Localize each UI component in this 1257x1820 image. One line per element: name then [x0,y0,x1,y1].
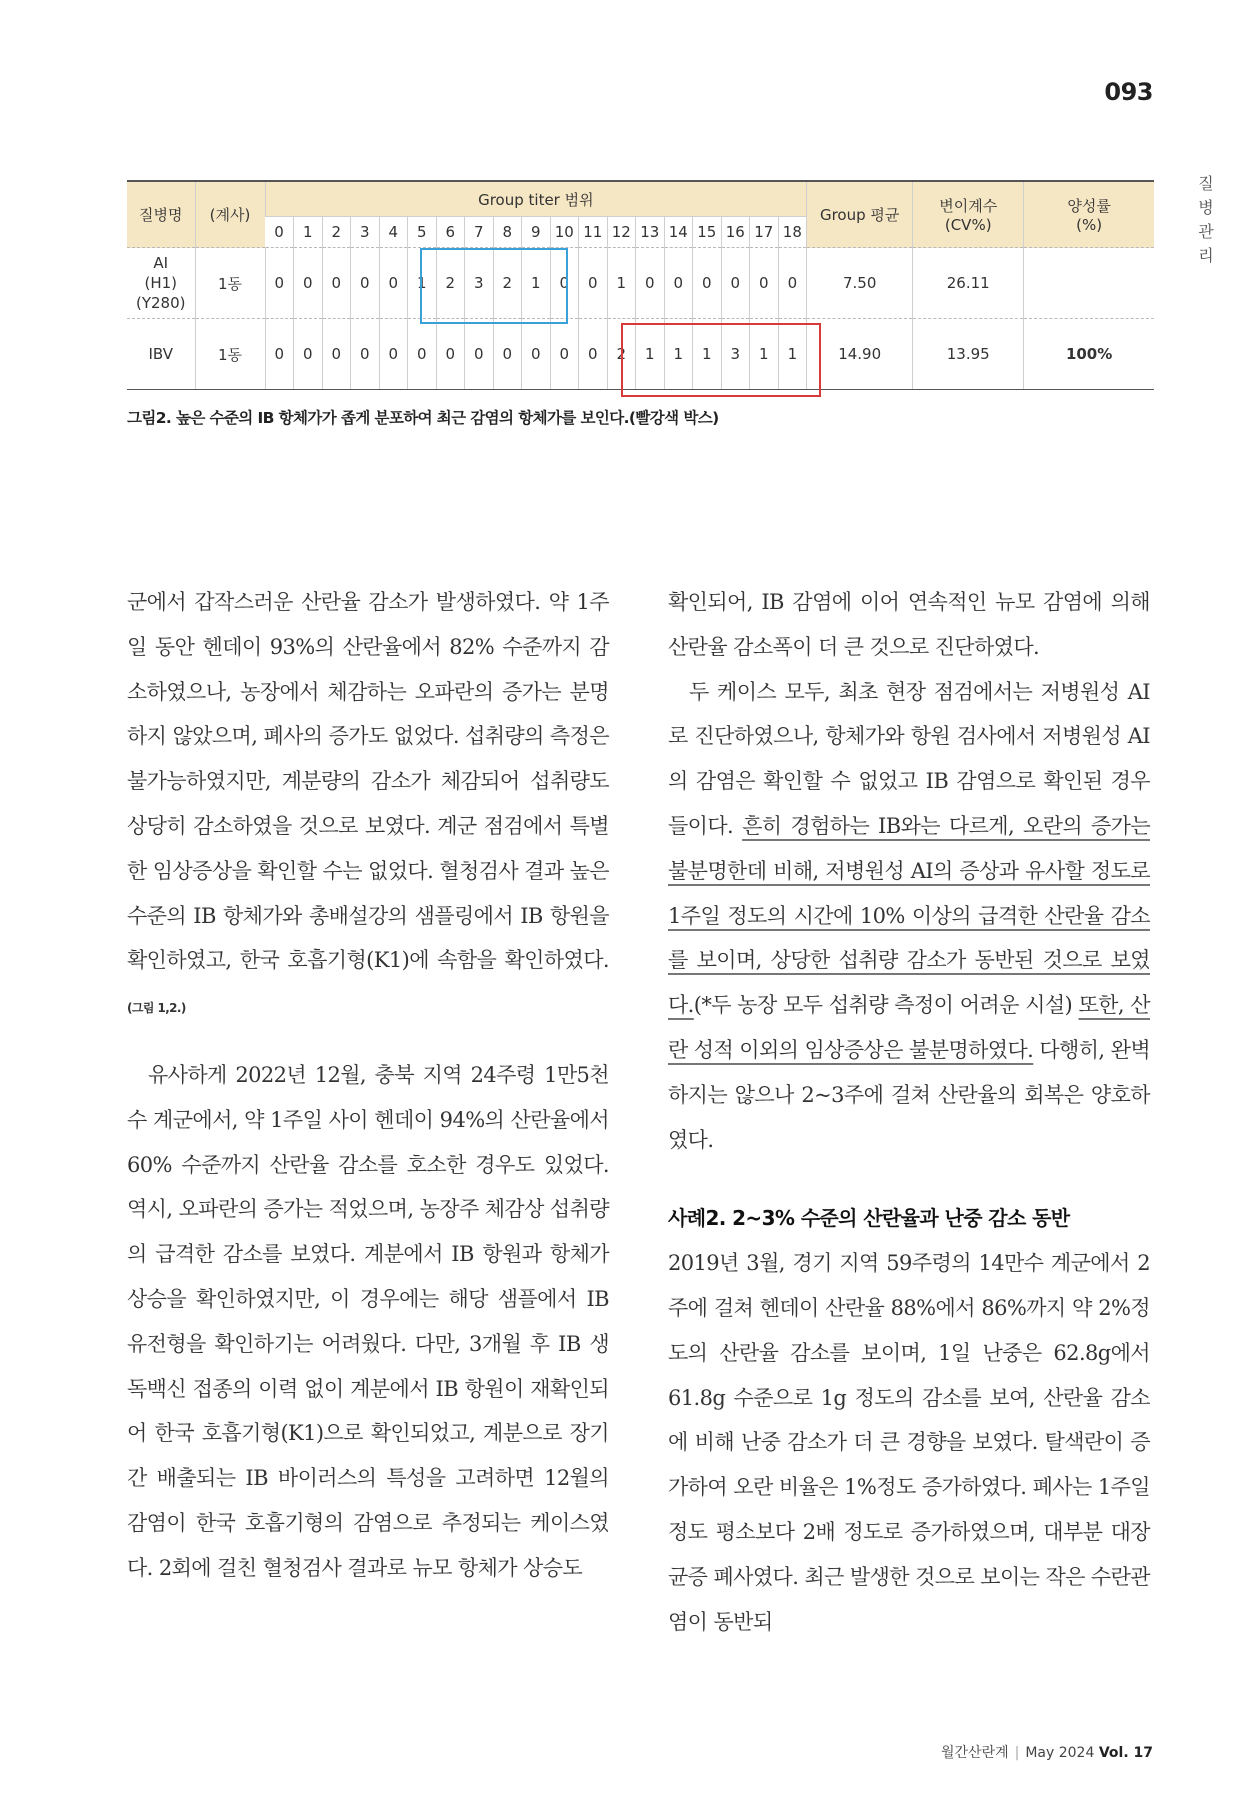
titer-column-header: 4 [379,217,408,248]
disease-name-line: (H1) [144,274,178,292]
titer-count-cell: 1 [778,319,807,390]
header-disease: 질병명 [127,181,195,248]
titer-count-cell: 3 [465,248,494,319]
header-group-mean: Group 평균 [807,181,913,248]
titer-count-cell: 0 [322,248,351,319]
header-cv-line1: 변이계수 [939,197,998,215]
disease-cell [127,248,195,319]
disease-cell [127,319,195,390]
titer-count-cell: 1 [522,248,551,319]
titer-count-cell: 0 [379,319,408,390]
blue-highlight-box [420,248,568,324]
section-gap [668,1162,1150,1196]
titer-column-header: 3 [351,217,380,248]
red-highlight-box [621,323,821,397]
titer-count-cell: 0 [265,248,294,319]
titer-count-cell: 0 [579,319,608,390]
farms-cell: 1동 [195,319,265,390]
titer-count-cell: 1 [750,319,779,390]
right-paragraph-2a: 두 케이스 모두, 최초 현장 점검에서는 저병원성 AI로 진단하였으나, 항체가와 항원 검사에서 저병원성 AI의 감염은 확인할 수 없었고 IB 감염으로 확인된 경우들이다. [668,679,1150,838]
titer-column-header: 12 [607,217,636,248]
disease-name-line: AI [153,254,169,272]
titer-count-cell: 0 [294,319,323,390]
positive-rate-cell [1024,248,1154,319]
header-cv [913,181,1024,248]
titer-count-cell: 1 [607,248,636,319]
titer-column-header: 7 [465,217,494,248]
titer-column-header: 14 [664,217,693,248]
group-mean-cell: 7.50 [807,248,913,319]
table-row [127,248,1154,319]
group-mean-cell: 14.90 [807,319,913,390]
left-paragraph-2: 유사하게 2022년 12월, 충북 지역 24주령 1만5천수 계군에서, 약 1주일 사이 헨데이 94%의 산란율에서 60% 수준까지 산란율 감소를 호소한 경우도 있었다. 역시, 오파란의 증가는 적었으며, 농장주 체감상 섭취량의 급격한 감소를 보였다. 계분에서 IB 항원과 항체가 상승을 확인하였지만, 이 경우에는 해당 샘플에서 IB 유전형을 확인하기는 어려웠다. 다만, 3개월 후 IB 생독백신 접종의 이력 없이 계분에서 IB 항원이 재확인되어 한국 호흡기형(K1)으로 확인되었고, 계분으로 장기간 배출되는 IB 바이러스의 특성을 고려하면 12월의 감염이 한국 호흡기형의 감염으로 추정되는 케이스였다. 2회에 걸친 혈청검사 결과로 뉴모 항체가 상승도 [127,1062,609,1580]
titer-count-cell: 0 [408,319,437,390]
left-text-column [127,580,609,1591]
right-paragraph-2c: (*두 농장 모두 섭취량 측정이 어려운 시설) [693,993,1079,1018]
titer-count-cell: 0 [294,248,323,319]
footer-separator: | [1014,1745,1020,1761]
titer-column-header: 13 [636,217,665,248]
titer-count-cell: 0 [351,248,380,319]
disease-name-line: IBV [148,345,174,363]
titer-count-cell: 2 [607,319,636,390]
titer-count-cell: 0 [522,319,551,390]
titer-count-cell: 0 [750,248,779,319]
farms-cell: 1동 [195,248,265,319]
right-paragraph-1: 확인되어, IB 감염에 이어 연속적인 뉴모 감염에 의해 산란율 감소폭이 더 큰 것으로 진단하였다. [668,590,1150,659]
titer-count-cell: 0 [465,319,494,390]
titer-count-cell: 0 [379,248,408,319]
header-group-range: Group titer 범위 [265,181,807,217]
header-positive-rate [1024,181,1154,248]
titer-count-cell: 0 [436,319,465,390]
footer-volume: Vol. 17 [1098,1745,1153,1761]
figure-caption: 그림2. 높은 수준의 IB 항체가가 좁게 분포하여 최근 감염의 항체가를 보인다.(빨강색 박스) [127,409,719,427]
titer-column-header: 5 [408,217,437,248]
header-positive-line2: (%) [1076,216,1103,234]
right-text-column [668,580,1150,1644]
titer-column-header: 15 [693,217,722,248]
header-positive-line1: 양성률 [1067,197,1111,215]
titer-column-header: 17 [750,217,779,248]
titer-count-cell: 1 [408,248,437,319]
page-footer [941,1742,1153,1762]
titer-count-cell: 0 [550,319,579,390]
left-paragraph-1-text: 군에서 갑작스러운 산란율 감소가 발생하였다. 약 1주일 동안 헨데이 93%의 산란율에서 82% 수준까지 감소하였으나, 농장에서 체감하는 오파란의 증가는 분명하지 않았으며, 폐사의 증가도 없었다. 섭취량의 측정은 불가능하였지만, 계분량의 감소가 체감되어 섭취량도 상당히 감소하였을 것으로 보였다. 계군 점검에서 특별한 임상증상을 확인할 수는 없었다. 혈청검사 결과 높은 수준의 IB 항체가와 총배설강의 샘플링에서 IB 항원을 확인하였고, 한국 호흡기형(K1)에 속함을 확인하였다. [127,590,609,973]
titer-count-cell: 0 [664,248,693,319]
page-number: 093 [1104,78,1153,106]
titer-count-cell: 3 [721,319,750,390]
right-paragraph-2b-underlined: 흔히 경험하는 IB와는 다르게, 오란의 증가는 불분명한데 비해, 저병원성 AI의 증상과 유사할 정도로 1주일 정도의 시간에 10% 이상의 급격한 산란율 감소를 보이며, 상당한 섭취량 감소가 동반된 것으로 보였다. [668,813,1151,1018]
titer-count-cell: 0 [265,319,294,390]
header-cv-line2: (CV%) [944,216,992,234]
disease-name-line: (Y280) [136,294,186,312]
titer-count-cell: 0 [322,319,351,390]
titer-count-cell: 1 [664,319,693,390]
titer-column-header: 6 [436,217,465,248]
titer-column-header: 1 [294,217,323,248]
positive-rate-cell: 100% [1024,319,1154,390]
right-paragraph-2d-underlined: 또한, 산란 성적 이외의 임상증상은 불분명하였다. [668,993,1150,1062]
left-paragraph-1 [127,580,609,1031]
titer-count-cell: 0 [579,248,608,319]
right-paragraph-2 [668,670,1150,1163]
titer-column-header: 2 [322,217,351,248]
titer-column-header: 18 [778,217,807,248]
cv-cell: 26.11 [913,248,1024,319]
titer-count-cell: 0 [778,248,807,319]
titer-count-cell: 2 [493,248,522,319]
titer-column-header: 9 [522,217,551,248]
titer-column-header: 8 [493,217,522,248]
header-farms: (계사) [195,181,265,248]
titer-count-cell: 0 [721,248,750,319]
section-side-label: 질병관리 [1198,174,1214,265]
titer-count-cell: 0 [493,319,522,390]
case2-heading: 사례2. 2~3% 수준의 산란율과 난중 감소 동반 [668,1206,1070,1231]
titer-count-cell: 2 [436,248,465,319]
titer-count-cell: 0 [693,248,722,319]
titer-count-cell: 1 [693,319,722,390]
titer-count-cell: 0 [636,248,665,319]
titer-count-cell: 1 [636,319,665,390]
paragraph-gap [127,1031,609,1053]
right-paragraph-3: 2019년 3월, 경기 지역 59주령의 14만수 계군에서 2주에 걸쳐 헨데이 산란율 88%에서 86%까지 약 2%정도의 산란율 감소를 보이며, 1일 난중은 62.8g에서 61.8g 수준으로 1g 정도의 감소를 보여, 산란율 감소에 비해 난중 감소가 더 큰 경향을 보였다. 탈색란이 증가하여 오란 비율은 1%정도 증가하였다. 폐사는 1주일 정도 평소보다 2배 정도로 증가하였으며, 대부분 대장균증 폐사였다. 최근 발생한 것으로 보이는 작은 수란관염이 동반되 [668,1251,1150,1634]
footer-magazine: 월간산란계 [941,1745,1009,1761]
titer-count-cell: 0 [550,248,579,319]
titer-column-header: 16 [721,217,750,248]
footer-date: May 2024 [1025,1745,1095,1761]
figure-reference: (그림 1,2.) [127,1001,186,1016]
cv-cell: 13.95 [913,319,1024,390]
right-paragraph-2e: 다행히, 완벽하지는 않으나 2~3주에 걸쳐 산란율의 회복은 양호하였다. [668,1037,1151,1152]
titer-count-cell: 0 [351,319,380,390]
titer-column-header: 0 [265,217,294,248]
titer-column-header: 11 [579,217,608,248]
titer-column-header: 10 [550,217,579,248]
